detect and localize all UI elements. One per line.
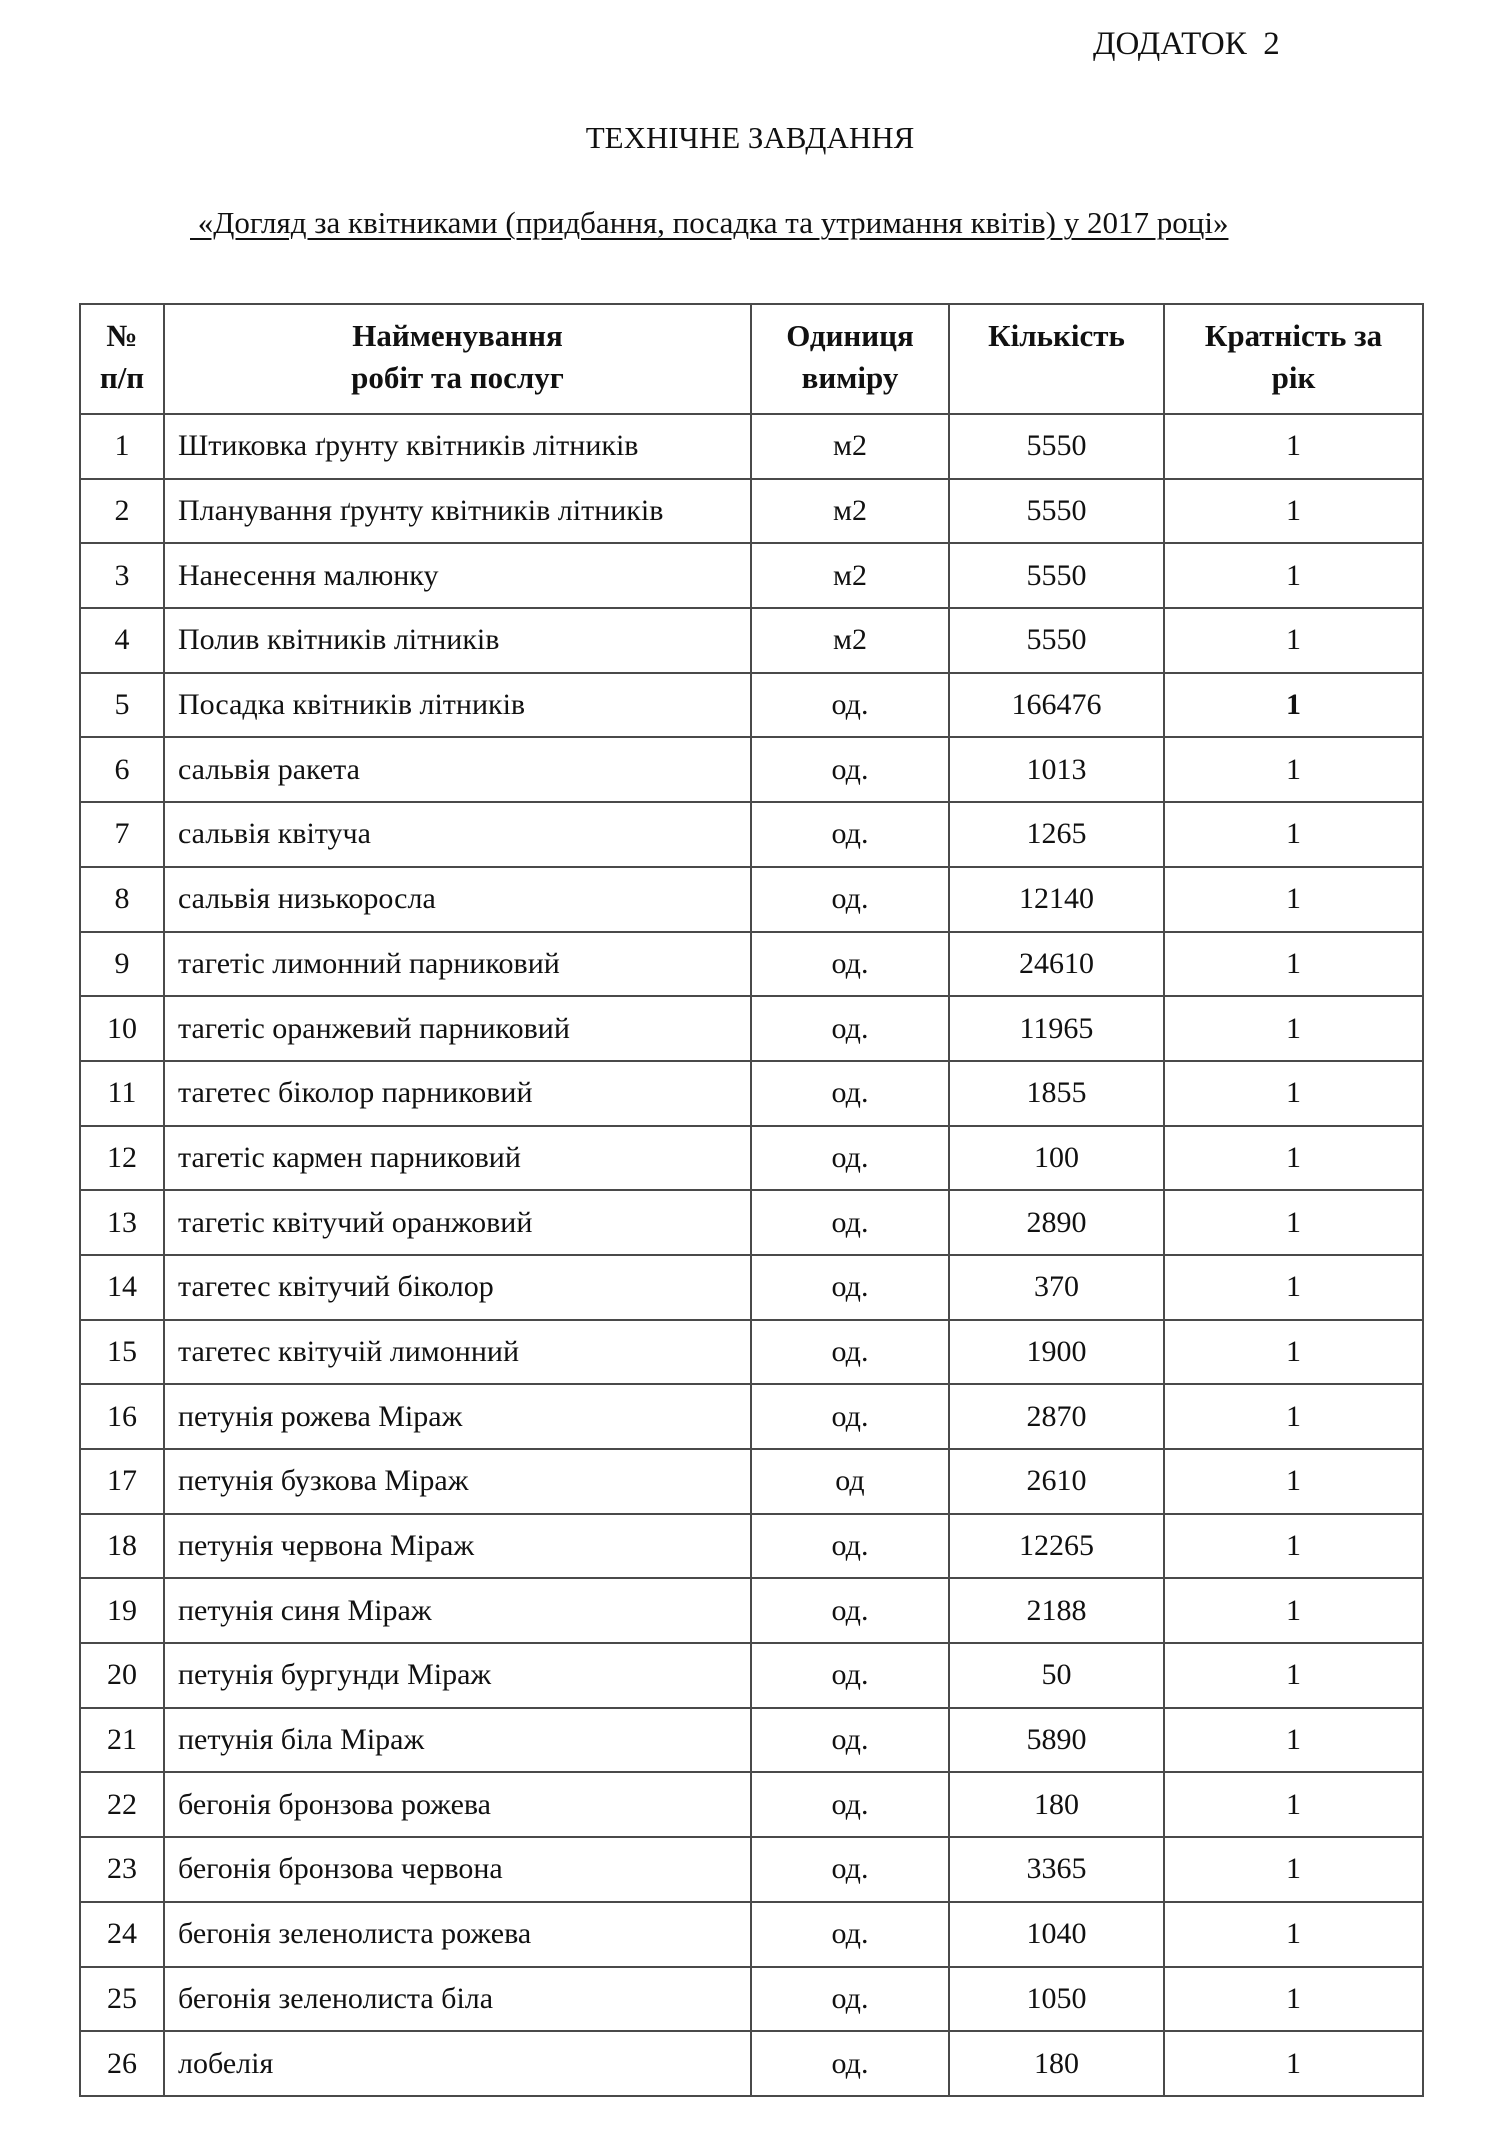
row-unit-cell: од. bbox=[751, 1772, 949, 1837]
table-row bbox=[80, 1061, 1423, 1126]
row-unit-cell: од. bbox=[751, 1578, 949, 1643]
row-unit-cell: од. bbox=[751, 737, 949, 802]
row-name-cell: Штиковка ґрунту квітників літників bbox=[164, 414, 751, 479]
row-unit-cell: од bbox=[751, 1449, 949, 1514]
table-row bbox=[80, 1384, 1423, 1449]
row-unit-cell: од. bbox=[751, 2031, 949, 2096]
row-name-cell: петунія бузкова Міраж bbox=[164, 1449, 751, 1514]
row-number-cell: 6 bbox=[80, 737, 164, 802]
header-frequency-line1: Кратність за bbox=[1204, 318, 1383, 353]
row-quantity-cell: 1050 bbox=[949, 1967, 1164, 2032]
row-unit-cell: м2 bbox=[751, 479, 949, 544]
row-number-cell: 24 bbox=[80, 1902, 164, 1967]
row-frequency-cell: 1 bbox=[1164, 1384, 1423, 1449]
row-unit-cell: од. bbox=[751, 1967, 949, 2032]
row-name-cell: тагетес квітучій лимонний bbox=[164, 1320, 751, 1385]
row-frequency-cell: 1 bbox=[1164, 1255, 1423, 1320]
row-unit-cell: од. bbox=[751, 996, 949, 1061]
table-row bbox=[80, 867, 1423, 932]
row-name-cell: лобелія bbox=[164, 2031, 751, 2096]
row-number-cell: 9 bbox=[80, 932, 164, 997]
row-quantity-cell: 1040 bbox=[949, 1902, 1164, 1967]
row-name-cell: тагетес квітучий біколор bbox=[164, 1255, 751, 1320]
table-row bbox=[80, 1514, 1423, 1579]
header-quantity bbox=[949, 304, 1164, 414]
table-row bbox=[80, 479, 1423, 544]
row-quantity-cell: 2870 bbox=[949, 1384, 1164, 1449]
row-name-cell: петунія рожева Міраж bbox=[164, 1384, 751, 1449]
row-unit-cell: од. bbox=[751, 1384, 949, 1449]
table-row bbox=[80, 1578, 1423, 1643]
row-number-cell: 13 bbox=[80, 1190, 164, 1255]
row-name-cell: Посадка квітників літників bbox=[164, 673, 751, 738]
row-number-cell: 2 bbox=[80, 479, 164, 544]
row-number-cell: 10 bbox=[80, 996, 164, 1061]
row-number-cell: 11 bbox=[80, 1061, 164, 1126]
header-name-line1: Найменування bbox=[352, 318, 563, 353]
row-quantity-cell: 180 bbox=[949, 2031, 1164, 2096]
header-number bbox=[80, 304, 164, 414]
row-frequency-cell: 1 bbox=[1164, 2031, 1423, 2096]
table-row bbox=[80, 1126, 1423, 1191]
table-row bbox=[80, 932, 1423, 997]
row-number-cell: 16 bbox=[80, 1384, 164, 1449]
table-row bbox=[80, 1967, 1423, 2032]
table-row bbox=[80, 1902, 1423, 1967]
row-number-cell: 19 bbox=[80, 1578, 164, 1643]
row-number-cell: 26 bbox=[80, 2031, 164, 2096]
row-unit-cell: од. bbox=[751, 1190, 949, 1255]
row-number-cell: 8 bbox=[80, 867, 164, 932]
row-unit-cell: од. bbox=[751, 1708, 949, 1773]
table-row bbox=[80, 2031, 1423, 2096]
row-name-cell: Планування ґрунту квітників літників bbox=[164, 479, 751, 544]
row-quantity-cell: 2890 bbox=[949, 1190, 1164, 1255]
header-unit-line1: Одиниця bbox=[786, 318, 914, 353]
table-row bbox=[80, 1643, 1423, 1708]
row-name-cell: Нанесення малюнку bbox=[164, 543, 751, 608]
row-number-cell: 4 bbox=[80, 608, 164, 673]
row-number-cell: 22 bbox=[80, 1772, 164, 1837]
row-frequency-cell: 1 bbox=[1164, 802, 1423, 867]
row-unit-cell: од. bbox=[751, 932, 949, 997]
header-number-line2: п/п bbox=[99, 360, 145, 395]
table-row bbox=[80, 737, 1423, 802]
table-row bbox=[80, 414, 1423, 479]
row-number-cell: 25 bbox=[80, 1967, 164, 2032]
row-unit-cell: м2 bbox=[751, 414, 949, 479]
row-name-cell: бегонія зеленолиста біла bbox=[164, 1967, 751, 2032]
row-number-cell: 17 bbox=[80, 1449, 164, 1514]
row-number-cell: 5 bbox=[80, 673, 164, 738]
row-unit-cell: од. bbox=[751, 673, 949, 738]
table-row bbox=[80, 673, 1423, 738]
row-frequency-cell: 1 bbox=[1164, 1967, 1423, 2032]
row-unit-cell: од. bbox=[751, 1255, 949, 1320]
row-quantity-cell: 5550 bbox=[949, 479, 1164, 544]
row-name-cell: сальвія квітуча bbox=[164, 802, 751, 867]
row-frequency-cell: 1 bbox=[1164, 1902, 1423, 1967]
header-unit-line2: виміру bbox=[801, 360, 899, 395]
row-number-cell: 7 bbox=[80, 802, 164, 867]
row-frequency-cell: 1 bbox=[1164, 1837, 1423, 1902]
row-name-cell: петунія синя Міраж bbox=[164, 1578, 751, 1643]
row-quantity-cell: 2610 bbox=[949, 1449, 1164, 1514]
row-number-cell: 12 bbox=[80, 1126, 164, 1191]
row-number-cell: 21 bbox=[80, 1708, 164, 1773]
row-frequency-cell: 1 bbox=[1164, 1514, 1423, 1579]
row-unit-cell: м2 bbox=[751, 608, 949, 673]
row-frequency-cell: 1 bbox=[1164, 1643, 1423, 1708]
row-frequency-cell: 1 bbox=[1164, 608, 1423, 673]
row-name-cell: тагетіс оранжевий парниковий bbox=[164, 996, 751, 1061]
row-unit-cell: од. bbox=[751, 1902, 949, 1967]
row-unit-cell: од. bbox=[751, 867, 949, 932]
row-quantity-cell: 5550 bbox=[949, 543, 1164, 608]
row-name-cell: Полив квітників літників bbox=[164, 608, 751, 673]
row-quantity-cell: 166476 bbox=[949, 673, 1164, 738]
row-quantity-cell: 1013 bbox=[949, 737, 1164, 802]
header-frequency bbox=[1164, 304, 1423, 414]
header-unit bbox=[751, 304, 949, 414]
row-unit-cell: од. bbox=[751, 1126, 949, 1191]
table-row bbox=[80, 1837, 1423, 1902]
row-frequency-cell: 1 bbox=[1164, 1061, 1423, 1126]
row-frequency-cell: 1 bbox=[1164, 1190, 1423, 1255]
document-subtitle: «Догляд за квітниками (придбання, посадка та утримання квітів) у 2017 році» bbox=[190, 205, 1229, 240]
table-row bbox=[80, 1255, 1423, 1320]
row-quantity-cell: 5890 bbox=[949, 1708, 1164, 1773]
row-frequency-cell: 1 bbox=[1164, 996, 1423, 1061]
row-quantity-cell: 50 bbox=[949, 1643, 1164, 1708]
header-name-line2: робіт та послуг bbox=[351, 360, 564, 395]
row-frequency-cell: 1 bbox=[1164, 1449, 1423, 1514]
row-frequency-cell: 1 bbox=[1164, 1578, 1423, 1643]
table-row bbox=[80, 1772, 1423, 1837]
row-quantity-cell: 11965 bbox=[949, 996, 1164, 1061]
appendix-label: ДОДАТОК 2 bbox=[1093, 26, 1280, 62]
row-name-cell: сальвія ракета bbox=[164, 737, 751, 802]
row-frequency-cell: 1 bbox=[1164, 1320, 1423, 1385]
row-quantity-cell: 370 bbox=[949, 1255, 1164, 1320]
row-frequency-cell: 1 bbox=[1164, 673, 1423, 738]
row-unit-cell: од. bbox=[751, 1320, 949, 1385]
row-frequency-cell: 1 bbox=[1164, 932, 1423, 997]
row-quantity-cell: 1900 bbox=[949, 1320, 1164, 1385]
table-row bbox=[80, 1708, 1423, 1773]
row-frequency-cell: 1 bbox=[1164, 867, 1423, 932]
header-quantity-line1: Кількість bbox=[988, 318, 1125, 353]
row-name-cell: сальвія низькоросла bbox=[164, 867, 751, 932]
row-frequency-cell: 1 bbox=[1164, 543, 1423, 608]
row-name-cell: петунія бургунди Міраж bbox=[164, 1643, 751, 1708]
row-number-cell: 3 bbox=[80, 543, 164, 608]
table-body bbox=[80, 414, 1423, 2096]
row-quantity-cell: 12140 bbox=[949, 867, 1164, 932]
row-unit-cell: м2 bbox=[751, 543, 949, 608]
row-name-cell: петунія біла Міраж bbox=[164, 1708, 751, 1773]
row-name-cell: тагетіс кармен парниковий bbox=[164, 1126, 751, 1191]
row-quantity-cell: 12265 bbox=[949, 1514, 1164, 1579]
row-frequency-cell: 1 bbox=[1164, 1772, 1423, 1837]
row-name-cell: тагетес біколор парниковий bbox=[164, 1061, 751, 1126]
row-name-cell: петунія червона Міраж bbox=[164, 1514, 751, 1579]
row-quantity-cell: 3365 bbox=[949, 1837, 1164, 1902]
row-frequency-cell: 1 bbox=[1164, 414, 1423, 479]
table-row bbox=[80, 543, 1423, 608]
row-quantity-cell: 2188 bbox=[949, 1578, 1164, 1643]
table-row bbox=[80, 1190, 1423, 1255]
row-number-cell: 1 bbox=[80, 414, 164, 479]
row-name-cell: бегонія бронзова рожева bbox=[164, 1772, 751, 1837]
document-title: ТЕХНІЧНЕ ЗАВДАННЯ bbox=[585, 120, 915, 155]
row-frequency-cell: 1 bbox=[1164, 737, 1423, 802]
row-number-cell: 23 bbox=[80, 1837, 164, 1902]
row-quantity-cell: 1855 bbox=[949, 1061, 1164, 1126]
row-unit-cell: од. bbox=[751, 1514, 949, 1579]
row-unit-cell: од. bbox=[751, 802, 949, 867]
row-frequency-cell: 1 bbox=[1164, 1126, 1423, 1191]
table-row bbox=[80, 996, 1423, 1061]
row-unit-cell: од. bbox=[751, 1061, 949, 1126]
row-name-cell: бегонія бронзова червона bbox=[164, 1837, 751, 1902]
row-quantity-cell: 24610 bbox=[949, 932, 1164, 997]
table-row bbox=[80, 608, 1423, 673]
row-number-cell: 15 bbox=[80, 1320, 164, 1385]
header-number-line1: № bbox=[106, 318, 138, 353]
row-number-cell: 18 bbox=[80, 1514, 164, 1579]
header-frequency-line2: рік bbox=[1271, 360, 1316, 395]
table-row bbox=[80, 1449, 1423, 1514]
row-unit-cell: од. bbox=[751, 1643, 949, 1708]
row-quantity-cell: 5550 bbox=[949, 608, 1164, 673]
row-quantity-cell: 5550 bbox=[949, 414, 1164, 479]
row-frequency-cell: 1 bbox=[1164, 479, 1423, 544]
row-unit-cell: од. bbox=[751, 1837, 949, 1902]
table-header-row bbox=[80, 304, 1423, 414]
row-quantity-cell: 180 bbox=[949, 1772, 1164, 1837]
specification-table bbox=[79, 303, 1424, 2097]
row-quantity-cell: 100 bbox=[949, 1126, 1164, 1191]
table-row bbox=[80, 802, 1423, 867]
row-frequency-cell: 1 bbox=[1164, 1708, 1423, 1773]
row-quantity-cell: 1265 bbox=[949, 802, 1164, 867]
header-name bbox=[164, 304, 751, 414]
row-number-cell: 20 bbox=[80, 1643, 164, 1708]
row-name-cell: бегонія зеленолиста рожева bbox=[164, 1902, 751, 1967]
row-number-cell: 14 bbox=[80, 1255, 164, 1320]
row-name-cell: тагетіс квітучий оранжовий bbox=[164, 1190, 751, 1255]
table-row bbox=[80, 1320, 1423, 1385]
row-name-cell: тагетіс лимонний парниковий bbox=[164, 932, 751, 997]
